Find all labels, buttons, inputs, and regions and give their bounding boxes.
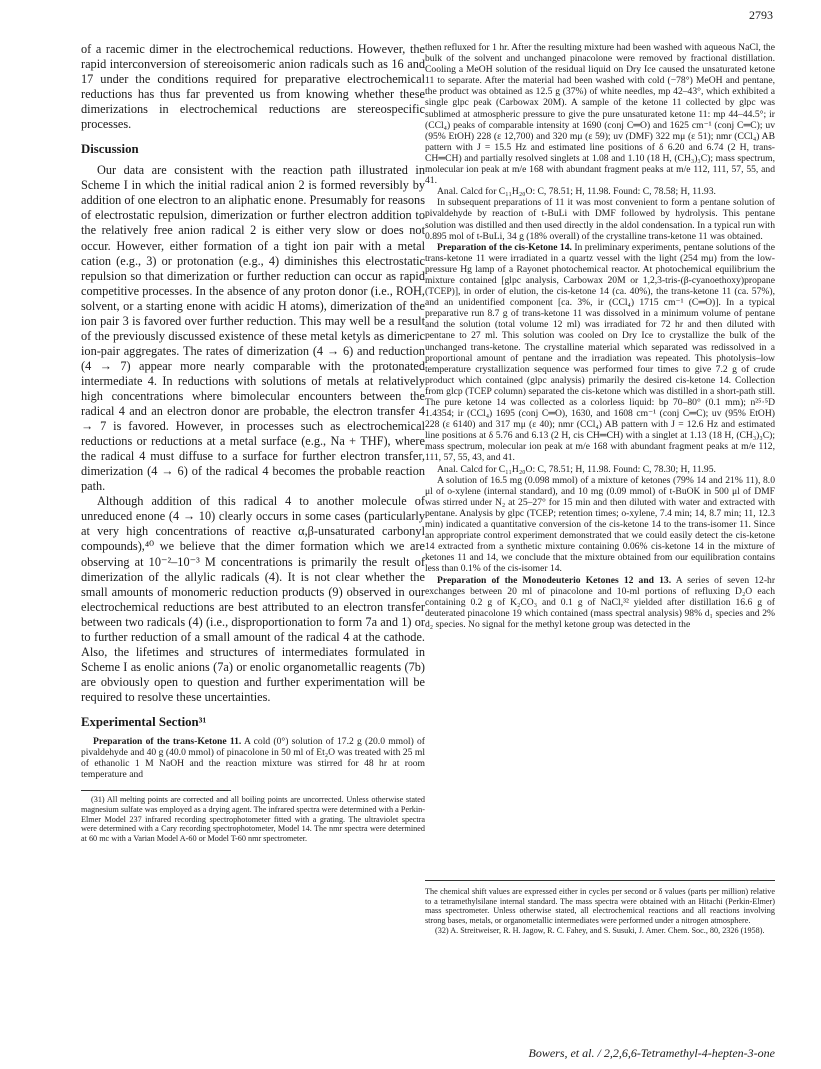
- page-number: 2793: [749, 8, 773, 22]
- footnote-rule: [81, 790, 231, 791]
- paragraph-anal-2: Anal. Calcd for C₁₁H₂₀O: C, 78.51; H, 11.98. Found: C, 78.30; H, 11.95.: [437, 463, 716, 475]
- paragraph-monodeuterio: [425, 575, 775, 630]
- heading-experimental: Experimental Section³¹: [81, 714, 207, 729]
- heading-discussion: Discussion: [81, 142, 139, 157]
- footnote-32: (32) A. Streitweiser, R. H. Jagow, R. C. Fahey, and S. Susuki, J. Amer. Chem. Soc., 80, 2326 (1958).: [435, 925, 765, 935]
- text-trans-ketone: A cold (0°) solution of 17.2 g (20.0 mmol) of pivaldehyde and 40 g (40.0 mmol) of pinacolone in 50 ml of Et₂O was treated with 25 ml of ethanolic 1 M NaOH and the reaction mixture was stirred for 48 hr at room temperature and: [81, 735, 426, 781]
- text-cis-ketone: In preliminary experiments, pentane solutions of the trans-ketone 11 were irradiated in a quartz vessel with the light (254 mμ) from the low-pressure Hg lamp of a Rayonet photochemical reactor. At photochemical equilibrium the mixture contained [glpc analysis, Carbowax 20M or 1,2,3-tris-(β-cyanoethoxy)propane (TCEP)], in order of elution, the cis-ketone 14 (ca. 40%), the trans-ketone 11 (ca. 57%), and an unidentified component [ca. 3%, ir (CCl₄) 1715 cm⁻¹ (C═O)]. In a typical preparative run 8.7 g of trans-ketone 11 was dissolved in a minimum volume of pentane and the solution (total volume 12 ml) was irradiated for 72 hr and then diluted with pentane to 27 ml. This solution was cooled on Dry Ice to crystallize the bulk of the unchanged trans-ketone. The crystalline material which separated was redissolved in a proportional amount of pentane and the irradiation was repeated. This photolysis–low temperature crystallization sequence was performed four times to give 7.2 g of crude product which contained (glpc analysis) primarily the desired cis-ketone 14. Collection from glcp (TCEP column) separated the cis-ketone which was distilled in a short-path still. The pure ketone 14 was collected as a colorless liquid: bp 70–80° (0.1 mm); n²⁵·⁵D 1.4354; ir (CCl₄) 1695 (conj C═O), 1630, and 1608 cm⁻¹ (conj C═C); uv (95% EtOH) 228 (ε 6140) and 317 mμ (ε 40); nmr (CCl₄) AB pattern with J = 12.6 Hz and estimated line positions at δ 5.76 and 6.13 (2 H, cis CH═CH) with a singlet at 1.13 (18 H, (CH₃)₃C); mass spectrum, molecular ion peak at m/e 168 with abundant fragment peaks at m/e 112, 111, 57, 55, 43, and 41.: [425, 241, 775, 464]
- paragraph-anal-1: Anal. Calcd for C₁₁H₂₀O: C, 78.51; H, 11.98. Found: C, 78.58; H, 11.93.: [437, 186, 716, 198]
- paragraph-cis-ketone: [425, 242, 775, 464]
- paragraph-trans-ketone: [81, 736, 425, 780]
- text-monodeuterio: A series of seven 12-hr exchanges between 20 ml of pinacolone and 10-ml portions of refluxing D₂O each containing 0.2 g of K₂CO₃ and 0.1 g of NaCl,³² yielded after distillation 16.6 g of deuterated pinacolone 19 which contained (mass spectral analysis) 98% d₁ species and 2% d₂ species. No signal for the methyl ketone group was detected in the: [425, 574, 776, 630]
- runin-cis-ketone: Preparation of the cis-Ketone 14.: [437, 241, 572, 253]
- footnote-31-continued: The chemical shift values are expressed either in cycles per second or δ values (parts per million) relative to a tetramethylsilane internal standard. The mass spectra were obtained with an Hitachi (Perkin-Elmer) mass spectrometer. Unless otherwise stated, all electrochemical reactions and all reactions involving strong bases, metals, or organometallic intermediates were performed under a nitrogen atmosphere.: [425, 887, 775, 926]
- paragraph-discussion-2: Although addition of this radical 4 to another molecule of unreduced enone (4 → 10) clearly occurs in some cases (particularly at very high concentrations of reactive α,β-unsaturated carbonyl compounds),⁴⁰ we believe that the dimer formation which we are observing at 10⁻²–10⁻³ M concentrations is primarily the result of dimerization of the allylic radicals (4). It is not clear whether the small amounts of monomeric reduction products (9) observed in our electrochemical reductions are best attributed to an electron transfer between two radicals (4) (i.e., disproportionation to form 7a and 1) or to further reduction of a small amount of the radical 4 at the cathode. Also, the lifetimes and structures of intermediates formulated in Scheme I as enolic anions (7a) or enolic organometallic reagents (7b) are obviously open to question and further experimentation will be required to resolve these uncertainties.: [81, 494, 425, 704]
- running-footer: Bowers, et al. / 2,2,6,6-Tetramethyl-4-hepten-3-one: [528, 1046, 775, 1060]
- runin-trans-ketone: Preparation of the trans-Ketone 11.: [93, 735, 242, 747]
- right-column: [425, 42, 775, 630]
- left-column: [81, 42, 425, 844]
- right-footnotes: [425, 880, 775, 936]
- paragraph-discussion-1: Our data are consistent with the reaction path illustrated in Scheme I in which the initial radical anion 2 is formed reversibly by addition of one electron to an aliphatic enone. Presumably for reasons of electrostatic repulsion, dimerization or further electron addition to the relatively free anion radical 2 is either very slow or does not occur. However, either formation of a tight ion pair with a metal cation (e.g., 3) or protonation (e.g., 4) diminishes this electrostatic repulsion so that dimerization or further reduction can occur as rapid competitive processes. In the absence of any proton donor (i.e., ROH, solvent, or a starting enone with acidic H atoms), dimerization of the ion pair 3 is favored over further reduction. This may well be a result of the previously discussed existence of these metal ketyls as dimeric ion-pair aggregates. The rates of dimerization (4 → 6) and reduction (4 → 7) appear more nearly comparable with the protonated intermediate 4. In reductions with solutions of metals at relatively high concentrations where bimolecular encounters between the radical 4 and an electron donor are probable, the electron transfer 4 → 7 is favored. However, in processes such as electrochemical reductions or reductions at a metal surface (e.g., Na + THF), where the radical 4 must diffuse to a surface for further electron transfer, dimerization (4 → 6) of the radical 4 becomes the probable reaction path.: [81, 163, 425, 494]
- paragraph-subsequent: In subsequent preparations of 11 it was most convenient to form a pentane solution of pivaldehyde by reaction of t-BuLi with DMF followed by hydrolysis. This pentane solution was distilled and then used directly in the aldol condensation. In a typical run with 0.895 mol of t-BuLi, 34 g (18% overall) of the crystalline trans-ketone 11 was obtained.: [425, 197, 775, 242]
- runin-monodeuterio: Preparation of the Monodeuterio Ketones 12 and 13.: [437, 574, 672, 586]
- footnote-31: (31) All melting points are corrected and all boiling points are uncorrected. Unless otherwise stated magnesium sulfate was employed as a drying agent. The infrared spectra were determined with a Perkin-Elmer Model 237 infrared recording spectrophotometer fitted with a grating. The ultraviolet spectra were determined with a Cary recording spectrophotometer, Model 14. The nmr spectra were determined at 60 mc with a Varian Model A-60 or Model T-60 nmr spectrometer.: [81, 795, 425, 844]
- paragraph-trans-ketone-cont: then refluxed for 1 hr. After the resulting mixture had been washed with aqueous NaCl, the bulk of the solvent and unchanged pinacolone were removed by fractional distillation. Cooling a MeOH solution of the residual liquid on Dry Ice caused the unsaturated ketone 11 to separate. After the material had been washed with cold (−78°) MeOH and pentane, the product was obtained as 12.5 g (37%) of white needles, mp 42–43°, which exhibited a single glpc peak (Carbowax 20M). A sample of the ketone 11 collected by glpc was sublimed at atmospheric pressure to give the pure unsaturated ketone 11: mp 44–44.5°; ir (CCl₄) peaks of comparable intensity at 1690 (conj C═O) and 1625 cm⁻¹ (conj C═C); uv (95% EtOH) 228 (ε 12,700) and 320 mμ (ε 59); uv (DMF) 322 mμ (ε 51); nmr (CCl₄) AB pattern with J = 15.5 Hz and estimated line positions of δ 6.20 and 6.74 (2 H, trans-CH═CH) and partially resolved singlets at 1.08 and 1.10 (18 H, (CH₃)₃C); mass spectrum, molecular ion peak at m/e 168 with abundant fragment peaks at m/e 112, 111, 57, 55, and 41.: [425, 42, 775, 187]
- paragraph-equilibration: A solution of 16.5 mg (0.098 mmol) of a mixture of ketones (79% 14 and 21% 11), 8.0 μl of o-xylene (internal standard), and 10 mg (0.09 mmol) of t-BuOK in 500 μl of DMF was stirred under N₂ at 25–27° for 15 min and then diluted with water and extracted with pentane. Analysis by glpc (TCEP; retention times; o-xylene, 7.4 min; 14, 8.7 min; 11, 12.3 min) indicated a quantitative conversion of the cis-ketone 14 to the trans-isomer 11. Since an appropriate control experiment demonstrated that we could easily detect the cis-ketone 14 extracted from a synthetic mixture containing 0.06% cis-ketone 14 in the mixture of ketones 11 and 14, we conclude that the mixture obtained from our equilibration contains less than 0.1% of the cis-isomer 14.: [425, 474, 775, 575]
- paragraph-intro: of a racemic dimer in the electrochemical reductions. However, the rapid interconversion of stereoisomeric anion radicals such as 16 and 17 under the conditions required for preparative electrochemical reductions has thus far prevented us from knowing whether these dimerizations in electrochemical reductions are stereospecific processes.: [81, 42, 425, 132]
